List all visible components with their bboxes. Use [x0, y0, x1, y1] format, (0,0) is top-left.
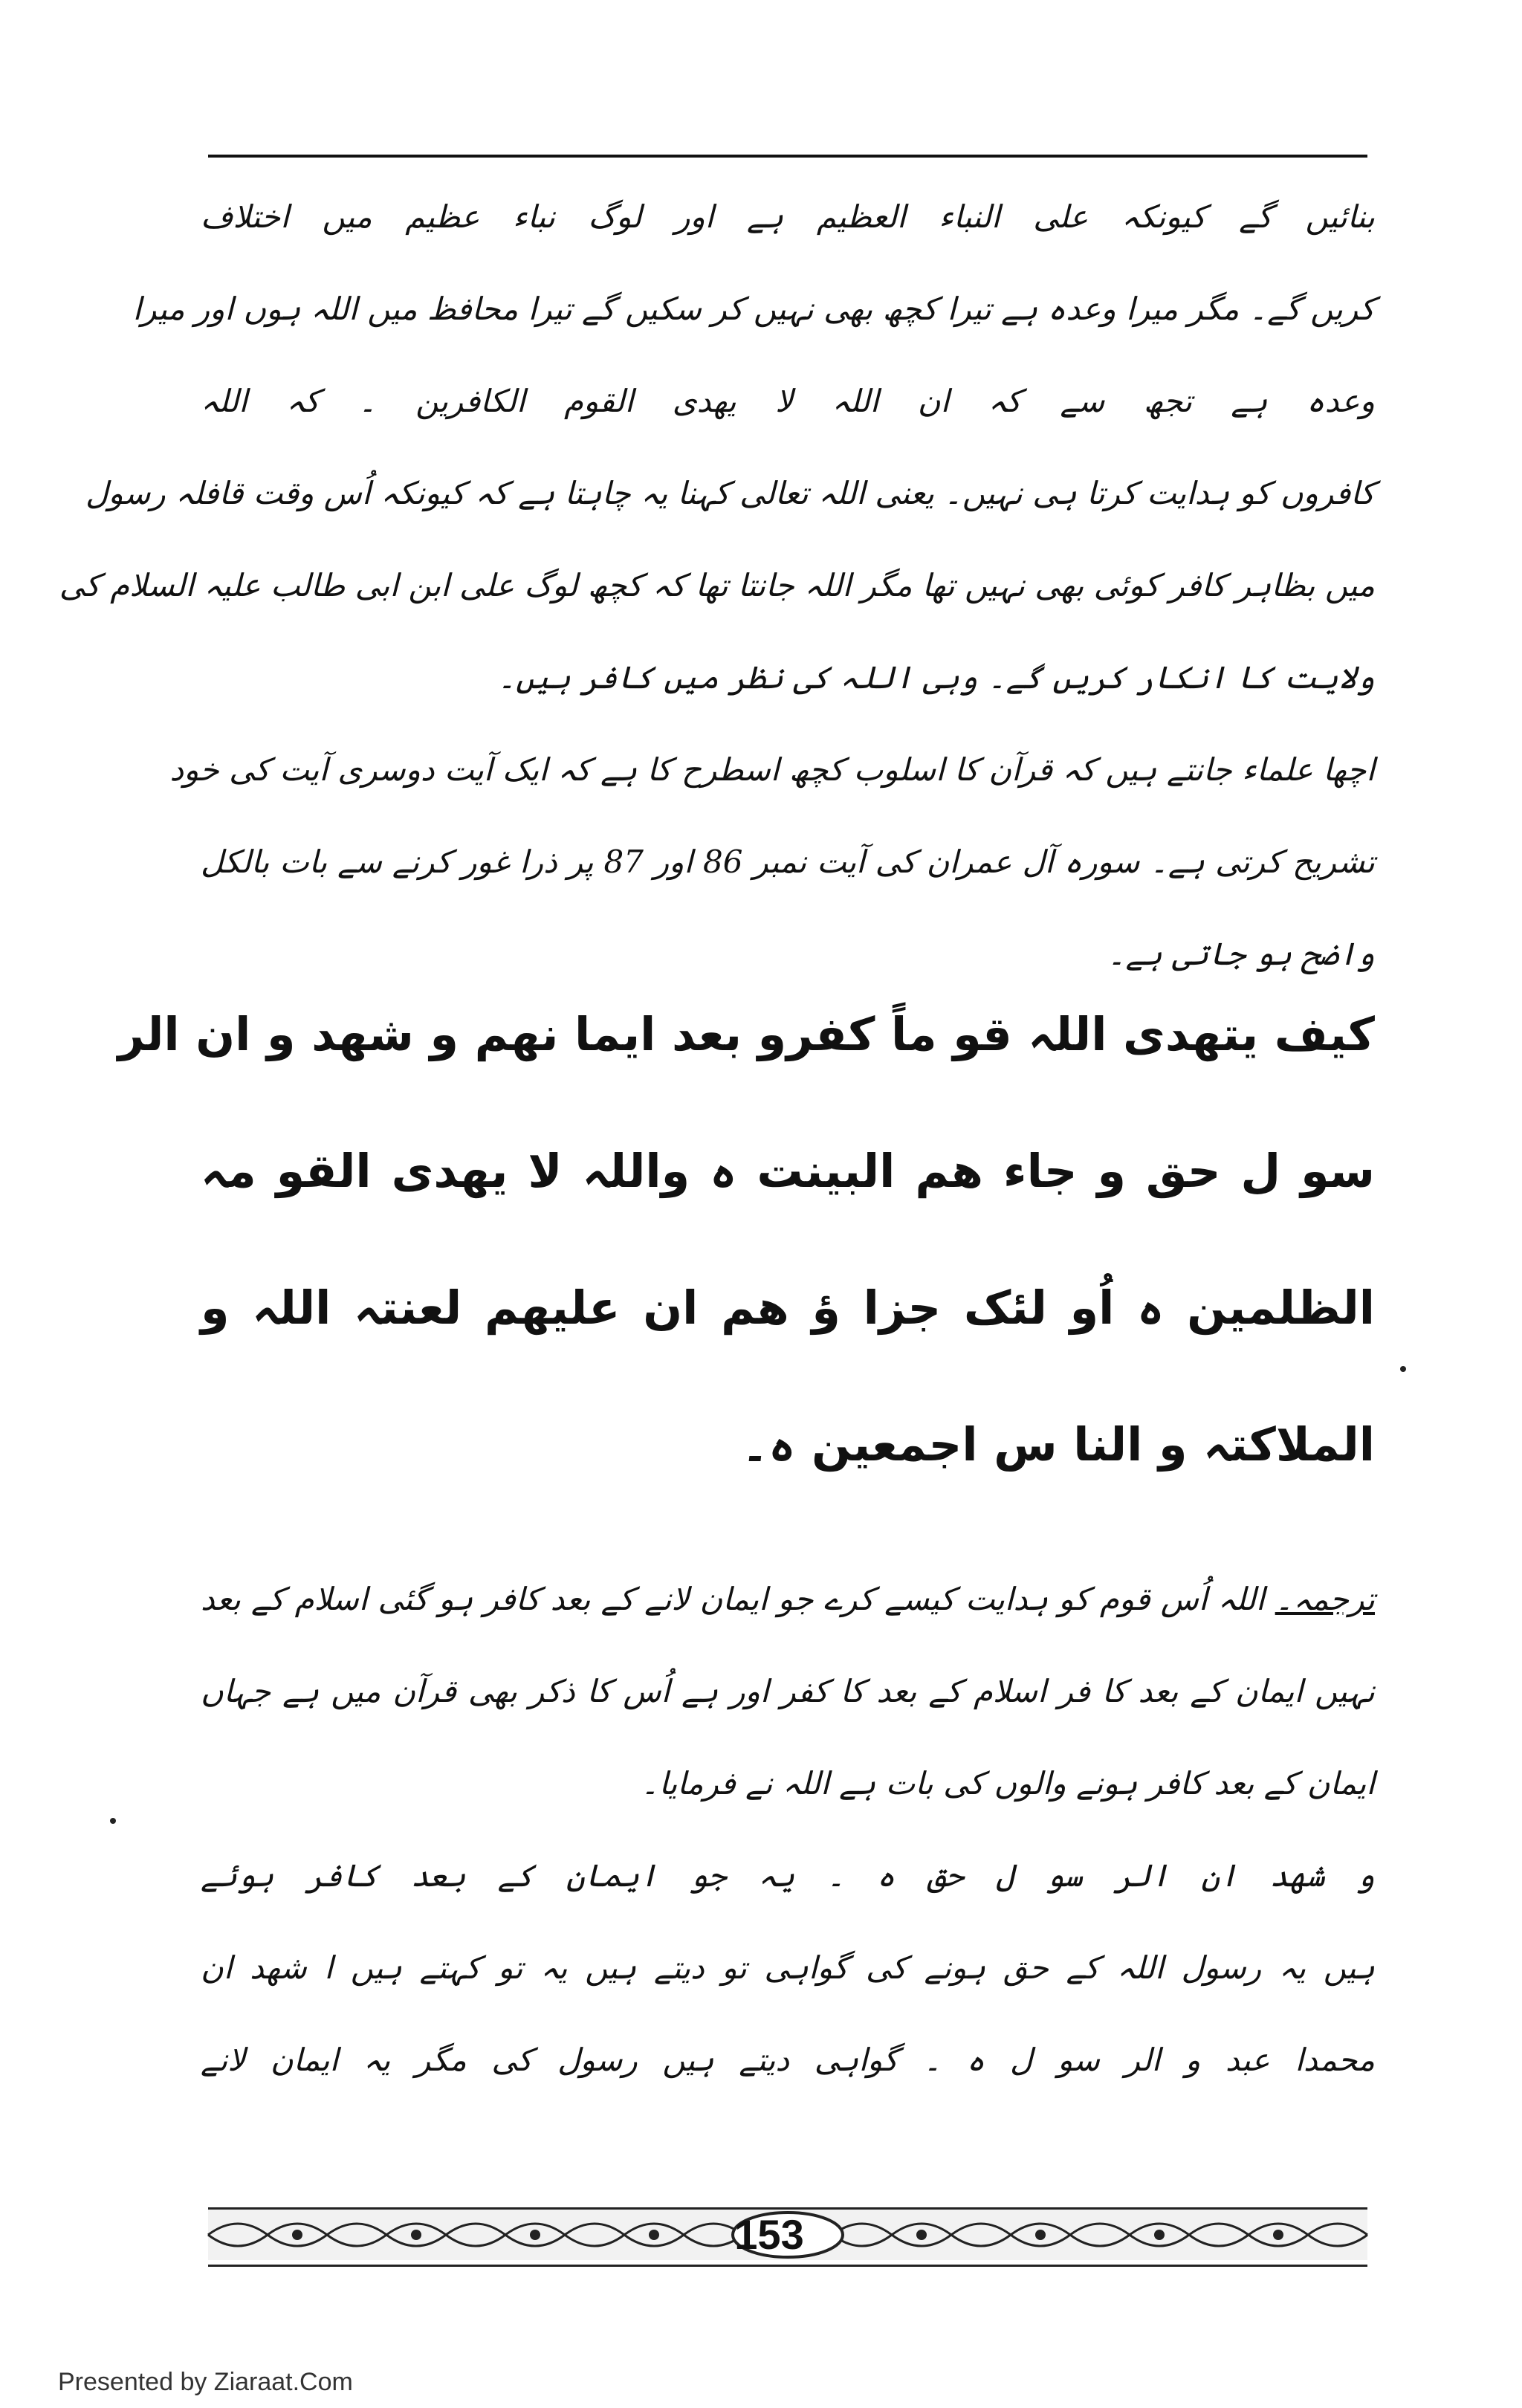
- translation-label: ترجمہ۔: [1275, 1581, 1375, 1617]
- translation-line: [201, 1553, 1375, 1645]
- text-line: وعدہ ہے تجھ سے کہ ان اللہ لا یھدی القوم الکافرین ۔ کہ اللہ: [201, 383, 1375, 419]
- text-block-lower: [201, 1553, 1375, 2106]
- text-line: کافروں کو ہدایت کرتا ہی نہیں۔ یعنی اللہ تعالی کہنا یہ چاہتا ہے کہ کیونکہ اُس وقت قافلہ رسول: [85, 475, 1375, 511]
- text-line: بنائیں گے کیونکہ علی النباء العظیم ہے اور لوگ نباء عظیم میں اختلاف: [201, 198, 1375, 235]
- stray-dot: [1400, 1366, 1406, 1372]
- verse-line: سو ل حق و جاء ھم البینت ہ واللہ لا یھدی القو مہ: [201, 1144, 1375, 1198]
- top-rule: [208, 155, 1367, 158]
- page-number: 153: [734, 2211, 804, 2258]
- verse-block: [117, 966, 1375, 1513]
- verse-line: کیف یتھدی اللہ قو ماً کفرو بعد ایما نھم و شھد و ان الر: [117, 1007, 1375, 1061]
- text-line: محمدا عبد و الر سو ل ہ ۔ گواہی دیتے ہیں رسول کی مگر یہ ایمان لانے: [201, 2042, 1375, 2078]
- text-line: اچھا علماء جانتے ہیں کہ قرآن کا اسلوب کچھ اسطرح کا ہے کہ ایک آیت دوسری آیت کی خود: [169, 751, 1375, 788]
- verse-line: الملاکتہ و النا س اجمعین ہ۔: [741, 1417, 1375, 1472]
- translation-line: ایمان کے بعد کافر ہونے والوں کی بات ہے اللہ نے فرمایا۔: [641, 1765, 1375, 1802]
- text-line: تشریح کرتی ہے۔ سورہ آل عمران کی آیت نمبر 86 اور 87 پر ذرا غور کرنے سے بات بالکل: [201, 844, 1375, 880]
- text-line: ہیں یہ رسول اللہ کے حق ہونے کی گواہی تو دیتے ہیں یہ تو کہتے ہیں ا شھد ان: [201, 1949, 1375, 1986]
- text-line: میں بظاہر کافر کوئی بھی نہیں تھا مگر اللہ جانتا تھا کہ کچھ لوگ علی ابن ابی طالب علیہ السلام کی: [59, 567, 1375, 603]
- text-line: و شھد ان الر سو ل حق ہ ۔ یہ جو ایمان کے بعد کافر ہوئے: [201, 1857, 1375, 1894]
- footer-credit: Presented by Ziaraat.Com: [58, 2368, 353, 2396]
- translation-line: نہیں ایمان کے بعد کا فر اسلام کے بعد کا کفر اور ہے اُس کا ذکر بھی قرآن میں ہے جہاں: [201, 1673, 1375, 1709]
- text-line: کریں گے۔ مگر میرا وعدہ ہے تیرا کچھ بھی نہیں کر سکیں گے تیرا محافظ میں اللہ ہوں اور میرا: [132, 291, 1375, 327]
- text-line: واضح ہو جاتی ہے۔: [1107, 936, 1375, 972]
- text-line: ولایت کا انکار کریں گے۔ وہی اللہ کی نظر میں کافر ہیں۔: [497, 659, 1375, 696]
- translation-text: اللہ اُس قوم کو ہدایت کیسے کرے جو ایمان لانے کے بعد کافر ہو گئی اسلام کے بعد: [201, 1581, 1265, 1617]
- verse-line: الظلمین ہ اُو لئک جزا ؤ ھم ان علیھم لعنتہ اللہ و: [201, 1281, 1375, 1335]
- text-block-upper: [59, 171, 1375, 1000]
- stray-dot: [110, 1818, 116, 1824]
